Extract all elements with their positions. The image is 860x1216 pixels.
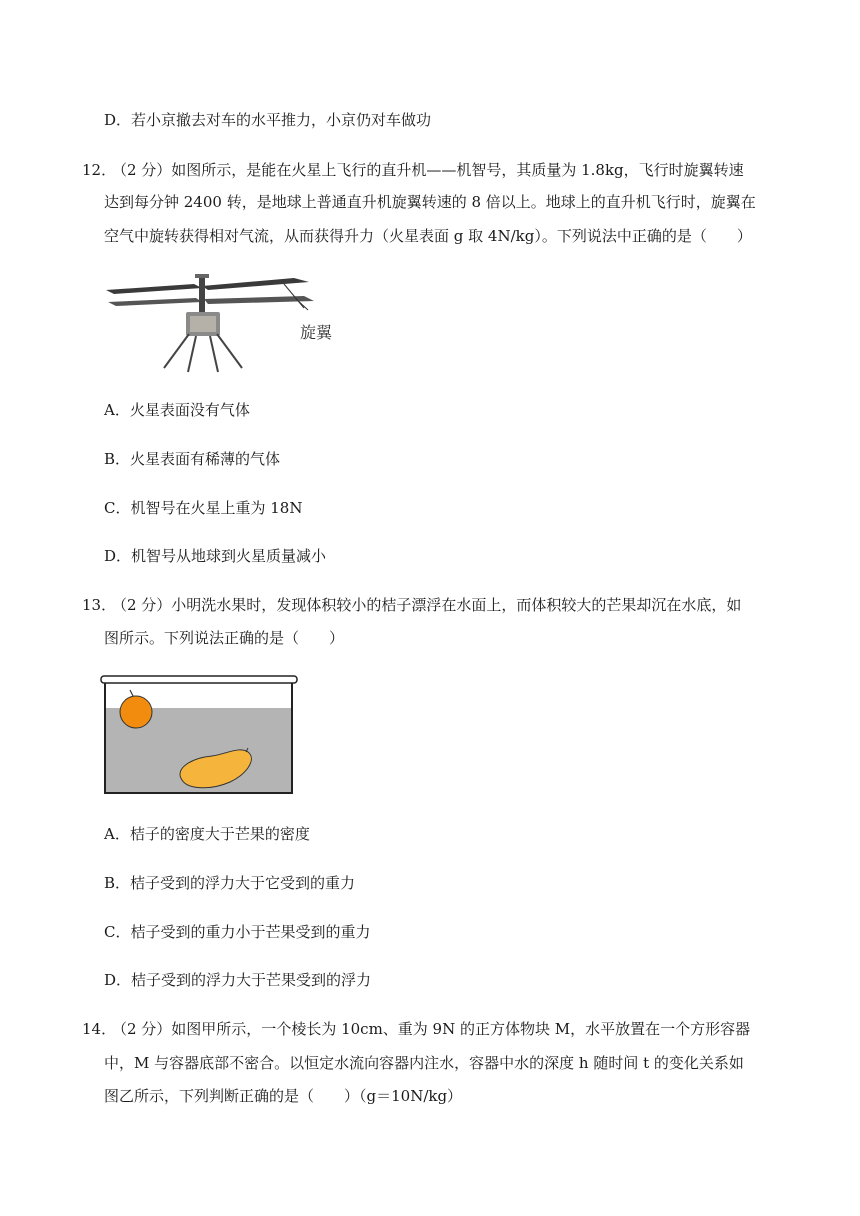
q11-option-d: D．若小京撤去对车的水平推力，小京仍对车做功: [104, 111, 432, 129]
q13-option-d: D．桔子受到的浮力大于芒果受到的浮力: [104, 971, 372, 989]
q13-stem-line-1: （2 分）小明洗水果时，发现体积较小的桔子漂浮在水面上，而体积较大的芒果却沉在水底，如: [112, 596, 742, 614]
q14-number: 14．: [82, 1020, 117, 1038]
q14-stem-line-1: （2 分）如图甲所示，一个棱长为 10cm、重为 9N 的正方体物块 M，水平放置在一个方形容器: [112, 1020, 751, 1038]
q12-option-b: B．火星表面有稀薄的气体: [104, 450, 281, 468]
q12-option-a: A．火星表面没有气体: [104, 401, 250, 419]
q13-stem-line-2: 图所示。下列说法正确的是（ ）: [104, 629, 345, 647]
q12-stem-line-2: 达到每分钟 2400 转，是地球上普通直升机旋翼转速的 8 倍以上。地球上的直升机飞行时，旋翼在: [104, 193, 756, 211]
fruit-tank-figure: [100, 672, 298, 796]
q14-stem-line-2: 中，M 与容器底部不密合。以恒定水流向容器内注水，容器中水的深度 h 随时间 t 的变化关系如: [104, 1054, 744, 1072]
q12-option-c: C．机智号在火星上重为 18N: [104, 499, 303, 517]
helicopter-figure: [104, 268, 344, 376]
q12-stem-line-1: （2 分）如图所示，是能在火星上飞行的直升机——机智号，其质量为 1.8kg，飞行时旋翼转速: [112, 161, 744, 179]
q13-option-c: C．桔子受到的重力小于芒果受到的重力: [104, 923, 371, 941]
rotor-label: 旋翼: [300, 323, 333, 342]
orange-fruit: [120, 696, 152, 728]
q13-option-b: B．桔子受到的浮力大于它受到的重力: [104, 874, 356, 892]
q12-option-d: D．机智号从地球到火星质量减小: [104, 547, 327, 565]
q13-option-a: A．桔子的密度大于芒果的密度: [104, 825, 310, 843]
tank-drawing: [100, 672, 298, 796]
q14-stem-line-3: 图乙所示，下列判断正确的是（ ）（g＝10N/kg）: [104, 1087, 463, 1105]
q13-number: 13．: [82, 596, 117, 614]
q12-number: 12．: [82, 161, 117, 179]
q12-stem-line-3: 空气中旋转获得相对气流，从而获得升力（火星表面 g 取 4N/kg）。下列说法中正确的是（ ）: [104, 227, 752, 245]
